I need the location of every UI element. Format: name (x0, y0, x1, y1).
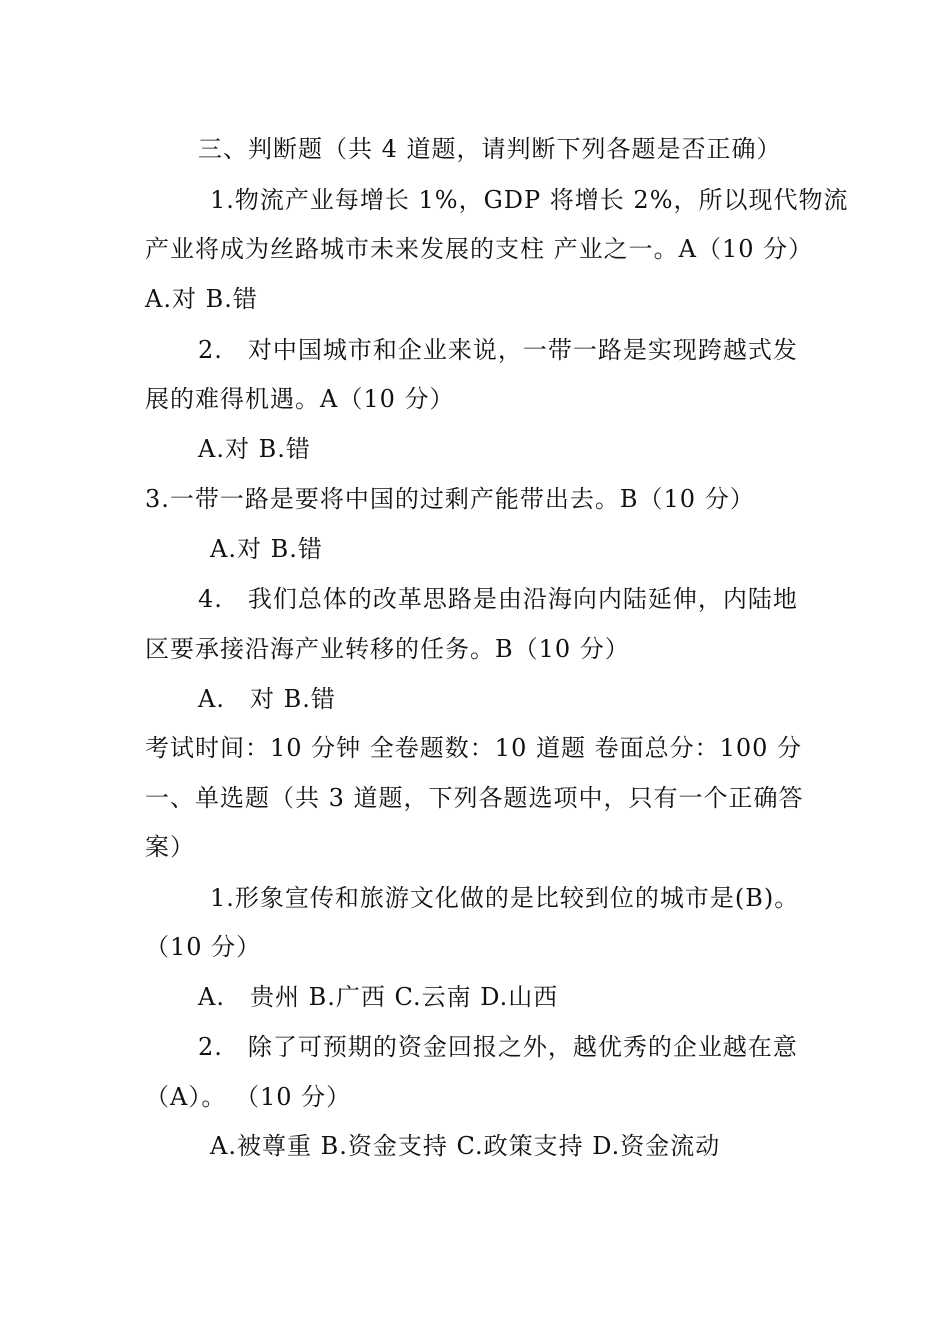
s1-q1-options: A. 贵州 B.广西 C.云南 D.山西 (198, 983, 559, 1011)
s1-q1-line2: （10 分） (145, 933, 262, 961)
s1-q2-line2: （A）。 （10 分） (145, 1083, 352, 1111)
section3-heading: 三、判断题（共 4 道题，请判断下列各题是否正确） (198, 135, 782, 163)
s3-q1-line2: 产业将成为丝路城市未来发展的支柱 产业之一。A（10 分） (145, 235, 814, 263)
section1-heading-line1: 一、单选题（共 3 道题，下列各题选项中，只有一个正确答 (145, 784, 804, 812)
s3-q1-options: A.对 B.错 (145, 285, 258, 313)
s3-q4-line1: 4. 我们总体的改革思路是由沿海向内陆延伸，内陆地 (198, 585, 798, 613)
s1-q1-line1: 1.形象宣传和旅游文化做的是比较到位的城市是(B)。 (210, 884, 800, 912)
exam-info: 考试时间：10 分钟 全卷题数：10 道题 卷面总分：100 分 (145, 734, 803, 762)
section1-heading-line2: 案） (145, 833, 195, 861)
s3-q1-line1: 1.物流产业每增长 1%，GDP 将增长 2%，所以现代物流 (210, 186, 849, 214)
s3-q2-line1: 2. 对中国城市和企业来说，一带一路是实现跨越式发 (198, 336, 798, 364)
s3-q4-options: A. 对 B.错 (198, 685, 336, 713)
s3-q4-line2: 区要承接沿海产业转移的任务。B（10 分） (145, 635, 630, 663)
s3-q3-options: A.对 B.错 (210, 535, 323, 563)
s1-q2-line1: 2. 除了可预期的资金回报之外，越优秀的企业越在意 (198, 1033, 798, 1061)
s1-q2-options: A.被尊重 B.资金支持 C.政策支持 D.资金流动 (210, 1132, 721, 1160)
s3-q3-line1: 3.一带一路是要将中国的过剩产能带出去。B（10 分） (145, 485, 755, 513)
s3-q2-line2: 展的难得机遇。A（10 分） (145, 385, 455, 413)
s3-q2-options: A.对 B.错 (198, 435, 311, 463)
